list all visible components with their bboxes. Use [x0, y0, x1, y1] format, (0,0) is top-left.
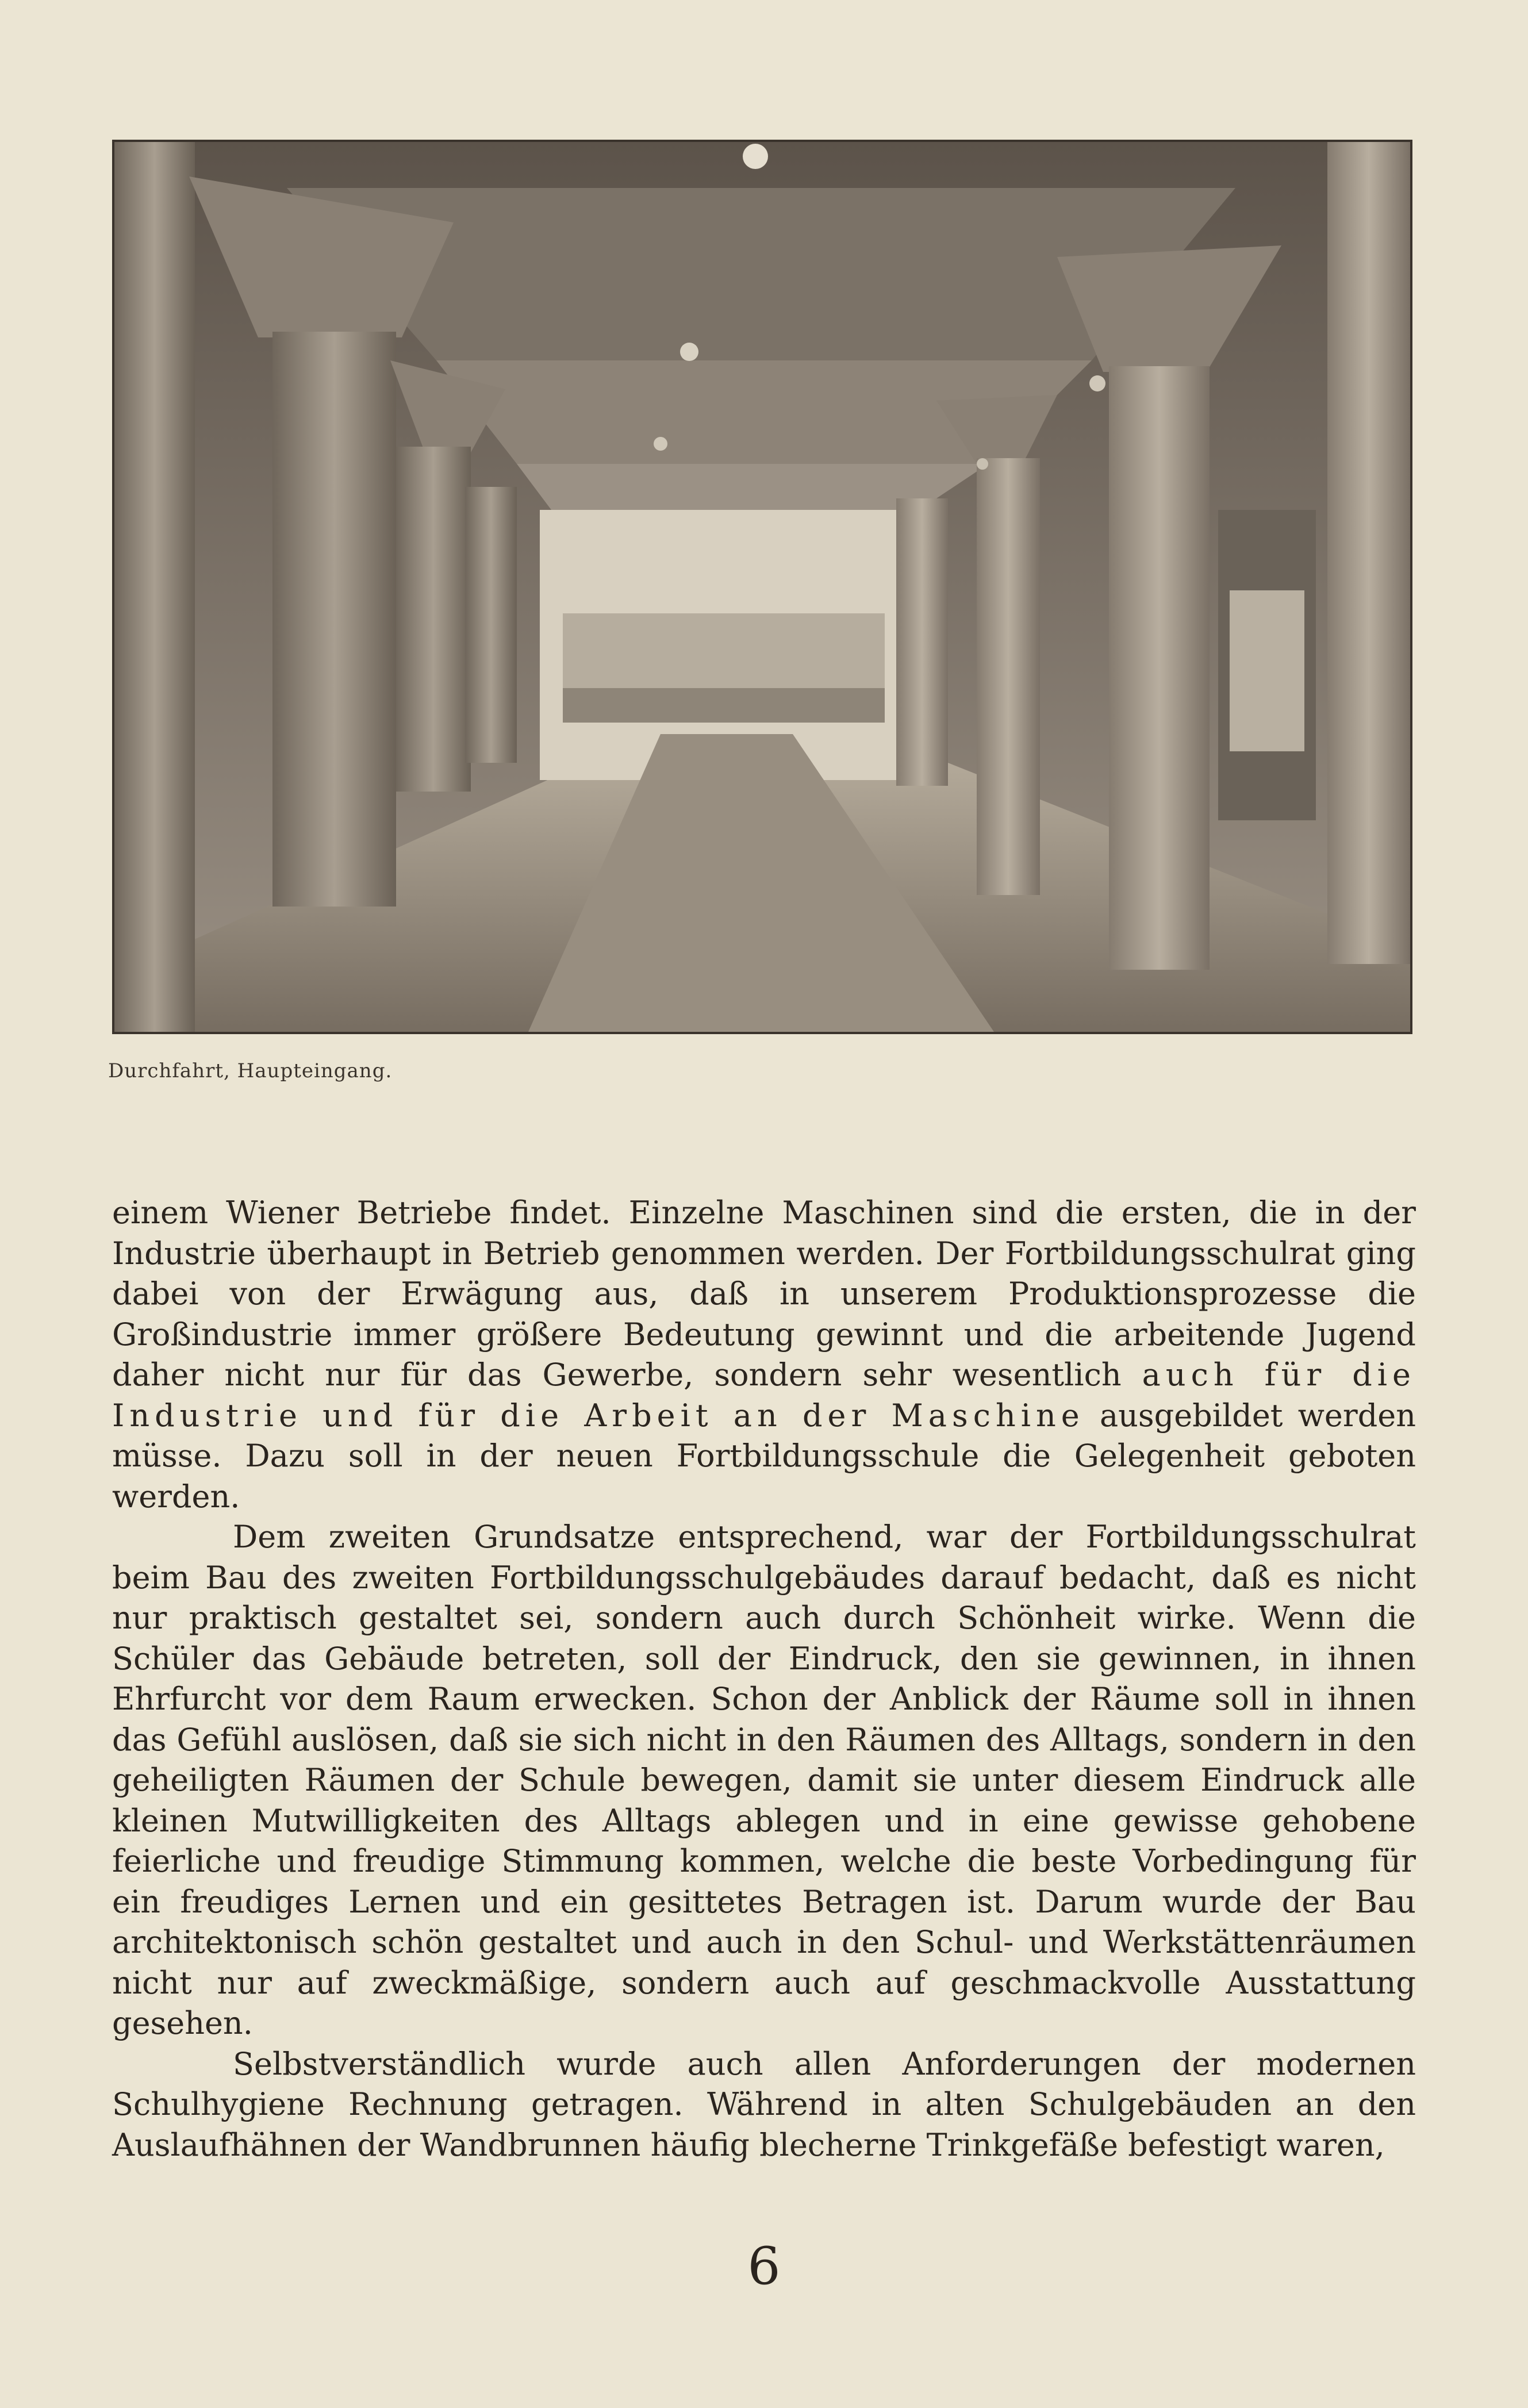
article-body: [112, 1193, 1416, 2165]
paragraph-1: [112, 1193, 1416, 1517]
paragraph-1-text-b: ausgebildet werden müsse. Dazu soll in der neuen Fortbildungsschule die Gelegenheit geboten werden.: [112, 1397, 1416, 1515]
paragraph-3: Selbstverständlich wurde auch allen Anforderungen der modernen Schulhygiene Rechnung getragen. Während in alten Schulgebäuden an den Auslaufhähnen der Wandbrunnen häufig blecherne Trinkgefäße befestigt waren,: [112, 2045, 1416, 2163]
paragraph-1-text-a: einem Wiener Betriebe findet. Einzelne Maschinen sind die ersten, die in der Industrie überhaupt in Betrieb genommen werden. Der Fortbildungsschulrat ging dabei von der Erwägung aus, daß in unserem Produktionsprozesse die Großindustrie immer größere Bedeutung gewinnt und die arbeitende Jugend daher nicht nur für das Gewerbe, sondern sehr wesentlich: [112, 1195, 1416, 1393]
photograph: [112, 140, 1412, 1034]
arcade-passage-illustration: [114, 142, 1410, 1032]
paragraph-2: Dem zweiten Grundsatze entsprechend, war der Fortbildungsschulrat beim Bau des zweiten Fortbildungsschulgebäudes darauf bedacht, daß es nicht nur praktisch gestaltet sei, sondern auch durch Schönheit wirke. Wenn die Schüler das Gebäude betreten, soll der Eindruck, den sie gewinnen, in ihnen Ehrfurcht vor dem Raum erwecken. Schon der Anblick der Räume soll in ihnen das Gefühl auslösen, daß sie sich nicht in den Räumen des Alltags, sondern in den geheiligten Räumen der Schule bewegen, damit sie unter diesem Eindruck alle kleinen Mutwilligkeiten des Alltags ablegen und in eine gewisse gehobene feierliche und freudige Stimmung kommen, welche die beste Vorbedingung für ein freudiges Lernen und ein gesittetes Betragen ist. Darum wurde der Bau architektonisch schön gestaltet und auch in den Schul- und Werkstättenräumen nicht nur auf zweckmäßige, sondern auch auf geschmackvolle Ausstattung gesehen.: [112, 1519, 1416, 2041]
photo-caption: Durchfahrt, Haupteingang.: [108, 1059, 393, 1082]
page-number: 6: [747, 2236, 781, 2296]
paragraph-1-emphasis: auch für die Industrie und für die Arbeit an der Maschine: [112, 1357, 1416, 1434]
